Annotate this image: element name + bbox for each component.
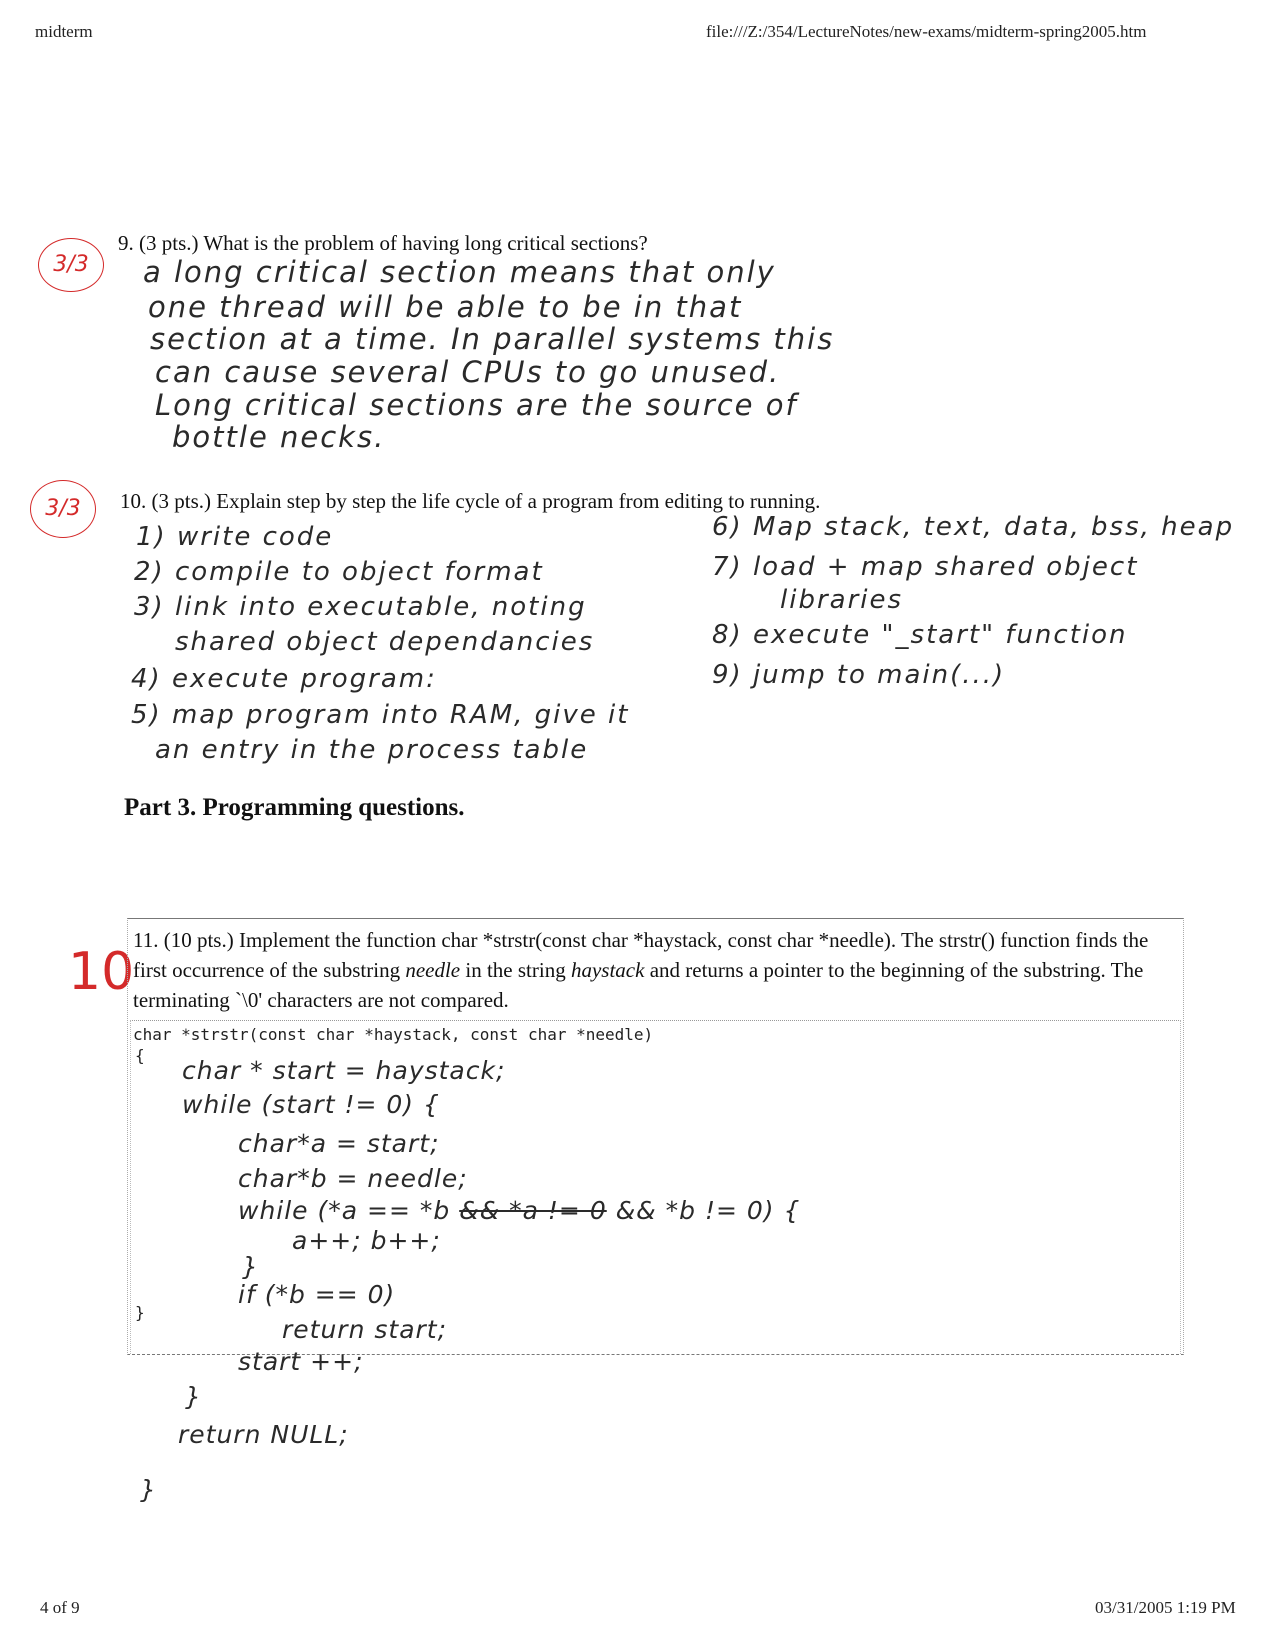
q10-step-5-cont: an entry in the process table <box>155 735 589 765</box>
q11-grade: 10 <box>68 942 135 1002</box>
q9-prompt: 9. (3 pts.) What is the problem of having long critical sections? <box>118 231 648 255</box>
q9-answer-line-4: can cause several CPUs to go unused. <box>155 355 781 389</box>
q10-step-5: 5) map program into RAM, give it <box>131 700 630 730</box>
q11-prompt-post: and returns a pointer to the beginning of the substring. The terminating `\0' characters are not compared. <box>133 958 1144 1012</box>
q11-code-line-4: char*b = needle; <box>238 1164 468 1193</box>
print-header-url: file:///Z:/354/LectureNotes/new-exams/midterm-spring2005.htm <box>706 22 1147 41</box>
q10-step-9: 9) jump to main(...) <box>712 660 1006 690</box>
q10-step-1: 1) write code <box>136 522 334 552</box>
q11-open-brace: { <box>135 1046 145 1065</box>
q11-code-line-9: return start; <box>282 1315 448 1344</box>
q9-answer-line-6: bottle necks. <box>172 420 386 454</box>
print-footer-page: 4 of 9 <box>40 1598 80 1617</box>
q9-answer-line-3: section at a time. In parallel systems this <box>150 322 835 356</box>
q11-prompt-needle: needle <box>405 958 461 982</box>
q10-step-7: 7) load + map shared object <box>712 552 1139 582</box>
q10-step-2: 2) compile to object format <box>134 557 544 587</box>
q11-code-line-6: a++; b++; <box>292 1226 441 1255</box>
q10-step-4: 4) execute program: <box>131 664 437 694</box>
q11-code-while-tail: && *b != 0) { <box>615 1196 801 1225</box>
print-footer-datetime: 03/31/2005 1:19 PM <box>1095 1598 1236 1617</box>
q11-code-struck-clause: && *a != 0 <box>459 1196 607 1225</box>
q11-prompt-mid: in the string <box>460 958 571 982</box>
q11-code-line-11: } <box>185 1382 202 1411</box>
q11-code-line-13: } <box>140 1475 157 1504</box>
q11-code-line-3: char*a = start; <box>238 1129 440 1158</box>
q11-code-while-cond: while (*a == *b <box>238 1196 451 1225</box>
q11-prompt <box>133 925 1163 1015</box>
q11-code-line-8: if (*b == 0) <box>238 1280 396 1309</box>
q9-answer-line-5: Long critical sections are the source of <box>155 388 798 422</box>
q10-step-6: 6) Map stack, text, data, bss, heap <box>712 512 1235 542</box>
q11-close-brace: } <box>135 1303 145 1322</box>
q11-code-line-12: return NULL; <box>178 1420 349 1449</box>
q10-step-3: 3) link into executable, noting <box>134 592 587 622</box>
q10-step-8: 8) execute "_start" function <box>712 620 1128 650</box>
q9-grade-circle: 3/3 <box>38 238 104 292</box>
q10-step-7-cont: libraries <box>780 585 904 615</box>
q11-signature: char *strstr(const char *haystack, const char *needle) <box>133 1025 654 1044</box>
q11-code-line-7: } <box>242 1252 259 1281</box>
q11-prompt-haystack: haystack <box>570 958 645 982</box>
q11-code-line-1: char * start = haystack; <box>182 1056 506 1085</box>
q11-prompt-pre: 11. (10 pts.) Implement the function char *strstr(const char *haystack, const char *needle). The strstr() function finds the first occurrence of the substring <box>133 928 1149 982</box>
q11-code-line-5 <box>238 1196 800 1225</box>
q9-answer-line-2: one thread will be able to be in that <box>148 290 743 324</box>
q10-grade-circle: 3/3 <box>30 480 96 538</box>
q11-code-line-2: while (start != 0) { <box>182 1090 440 1119</box>
q10-step-3-cont: shared object dependancies <box>175 627 595 657</box>
part3-title: Part 3. Programming questions. <box>124 794 465 821</box>
q9-answer-line-1: a long critical section means that only <box>143 255 776 289</box>
q10-prompt: 10. (3 pts.) Explain step by step the life cycle of a program from editing to running. <box>120 489 821 513</box>
q11-code-line-10: start ++; <box>238 1347 364 1376</box>
print-header-title: midterm <box>35 22 93 41</box>
